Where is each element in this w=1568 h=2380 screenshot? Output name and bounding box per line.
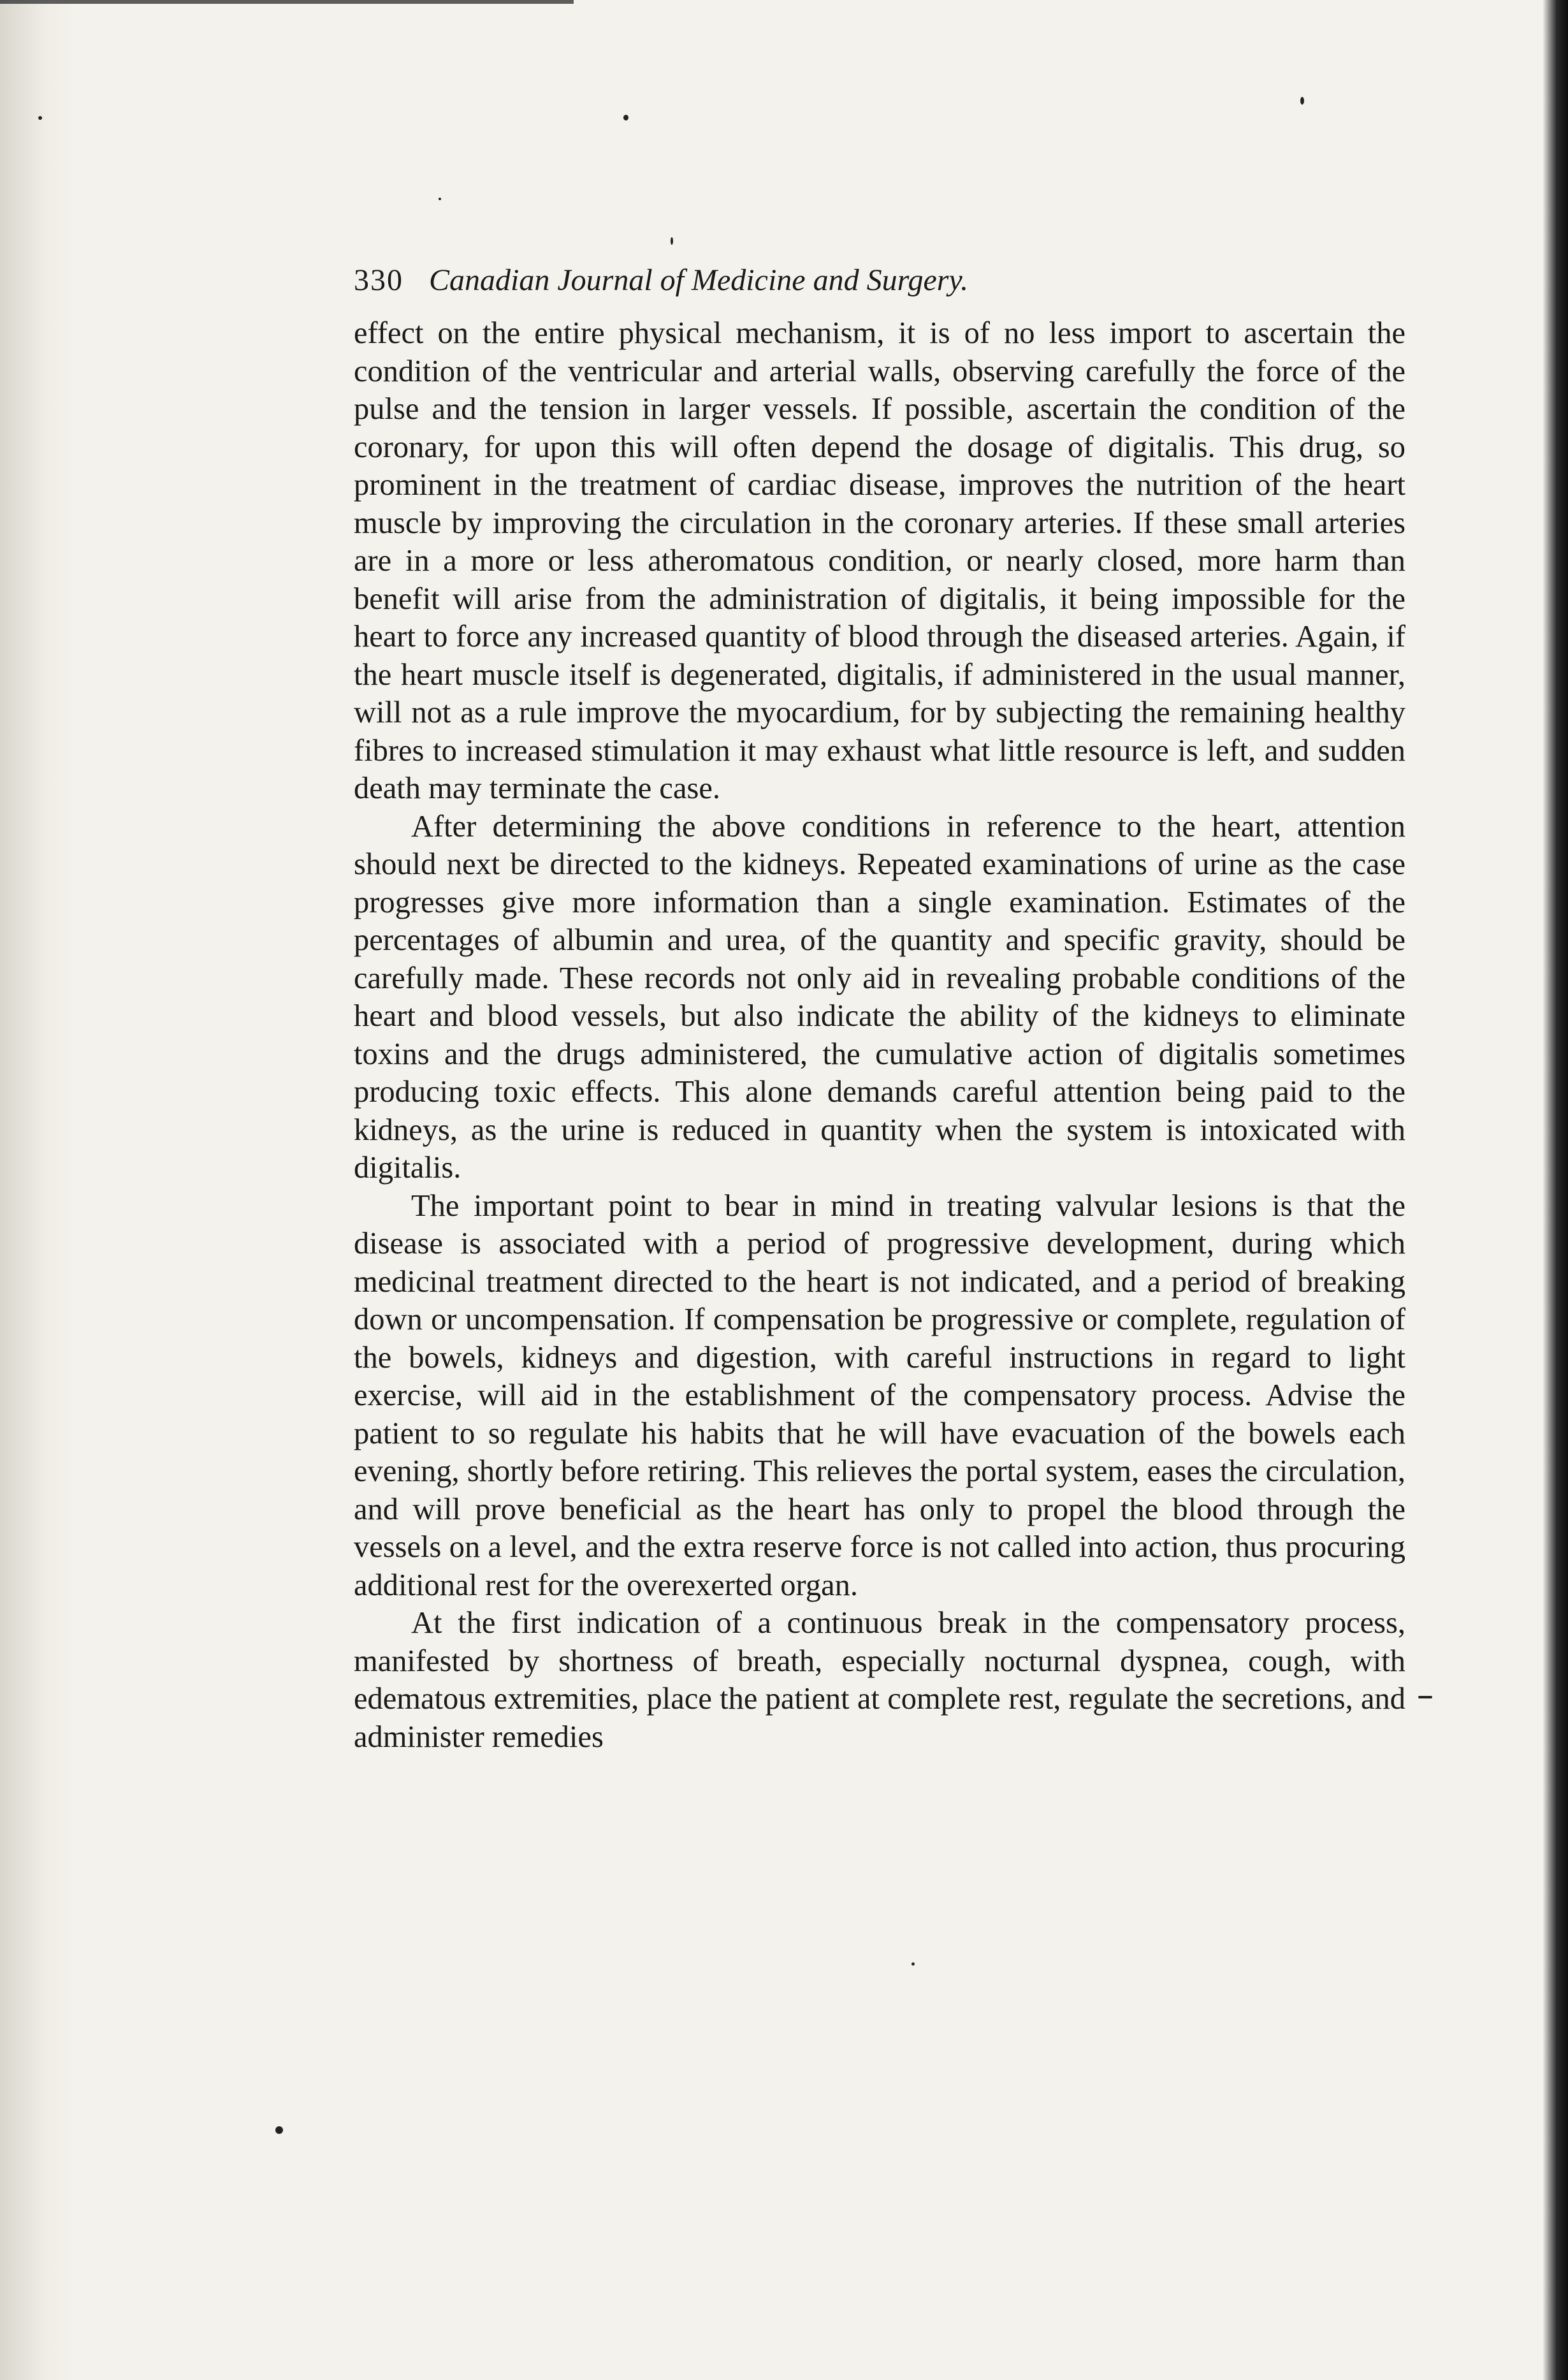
scan-speck xyxy=(1418,1696,1432,1698)
scan-speck xyxy=(911,1962,915,1966)
paragraph-continued: effect on the entire physical mechanism, it is of no less import to ascertain the condition of the ventricular and arterial walls, observing carefully the force of the pulse and the tension in larger vessels. If possible, ascertain the condition of the coronary, for upon this will often depend the dosage of digitalis. This drug, so prominent in the treatment of cardiac disease, improves the nutrition of the heart muscle by improving the circulation in the coronary arteries. If these small arteries are in a more or less atheromatous condition, or nearly closed, more harm than benefit will arise from the administration of digitalis, it being impossible for the heart to force any increased quantity of blood through the diseased arteries. Again, if the heart muscle itself is degenerated, digitalis, if administered in the usual manner, will not as a rule improve the myocardium, for by subjecting the remaining healthy fibres to increased stimulation it may exhaust what little resource is left, and sudden death may terminate the case. xyxy=(354,316,1405,805)
scan-right-edge xyxy=(1543,0,1568,2380)
paragraph: At the first indication of a continuous break in the compensatory process, manifested by shortness of breath, especially nocturnal dyspnea, cough, with edematous extremities, place the patient at complete rest, regulate the secretions, and administer remedies xyxy=(354,1606,1405,1754)
scan-speck xyxy=(623,115,628,120)
scan-speck xyxy=(671,237,673,245)
paragraph: The important point to bear in mind in treating valvular lesions is that the disease is associated with a period of progressive development, during which medicinal treatment directed to the heart is not indicated, and a period of breaking down or uncompensation. If compensation be progressive or complete, regulation of the bowels, kidneys and digestion, with careful instructions in regard to light exercise, will aid in the establishment of the compensatory process. Advise the patient to so regulate his habits that he will have evacuation of the bowels each evening, shortly before retiring. This relieves the portal system, eases the circulation, and will prove beneficial as the heart has only to propel the blood through the vessels on a level, and the extra reserve force is not called into action, thus procuring additional rest for the overexerted organ. xyxy=(354,1188,1405,1602)
journal-title: Canadian Journal of Medicine and Surgery. xyxy=(429,263,969,297)
paragraph: After determining the above conditions in reference to the heart, attention should next be directed to the kidneys. Repeated examinations of urine as the case progresses give more information than a single examination. Estimates of the percentages of albumin and urea, of the quantity and specific gravity, should be carefully made. These records not only aid in revealing probable conditions of the heart and blood vessels, but also indicate the ability of the kidneys to eliminate toxins and the drugs administered, the cumulative action of digitalis sometimes producing toxic effects. This alone demands careful attention being paid to the kidneys, as the urine is reduced in quantity when the system is intoxicated with digitalis. xyxy=(354,809,1405,1185)
body-text xyxy=(354,314,1405,1756)
scan-left-margin xyxy=(0,0,76,2380)
page-number: 330 xyxy=(354,263,403,297)
scan-speck xyxy=(1300,97,1304,105)
scan-speck xyxy=(275,2126,283,2134)
scan-speck xyxy=(439,198,441,200)
running-header xyxy=(354,258,1405,303)
document-page xyxy=(354,258,1405,1756)
scan-speck xyxy=(38,116,42,120)
scan-top-rule xyxy=(0,0,574,4)
